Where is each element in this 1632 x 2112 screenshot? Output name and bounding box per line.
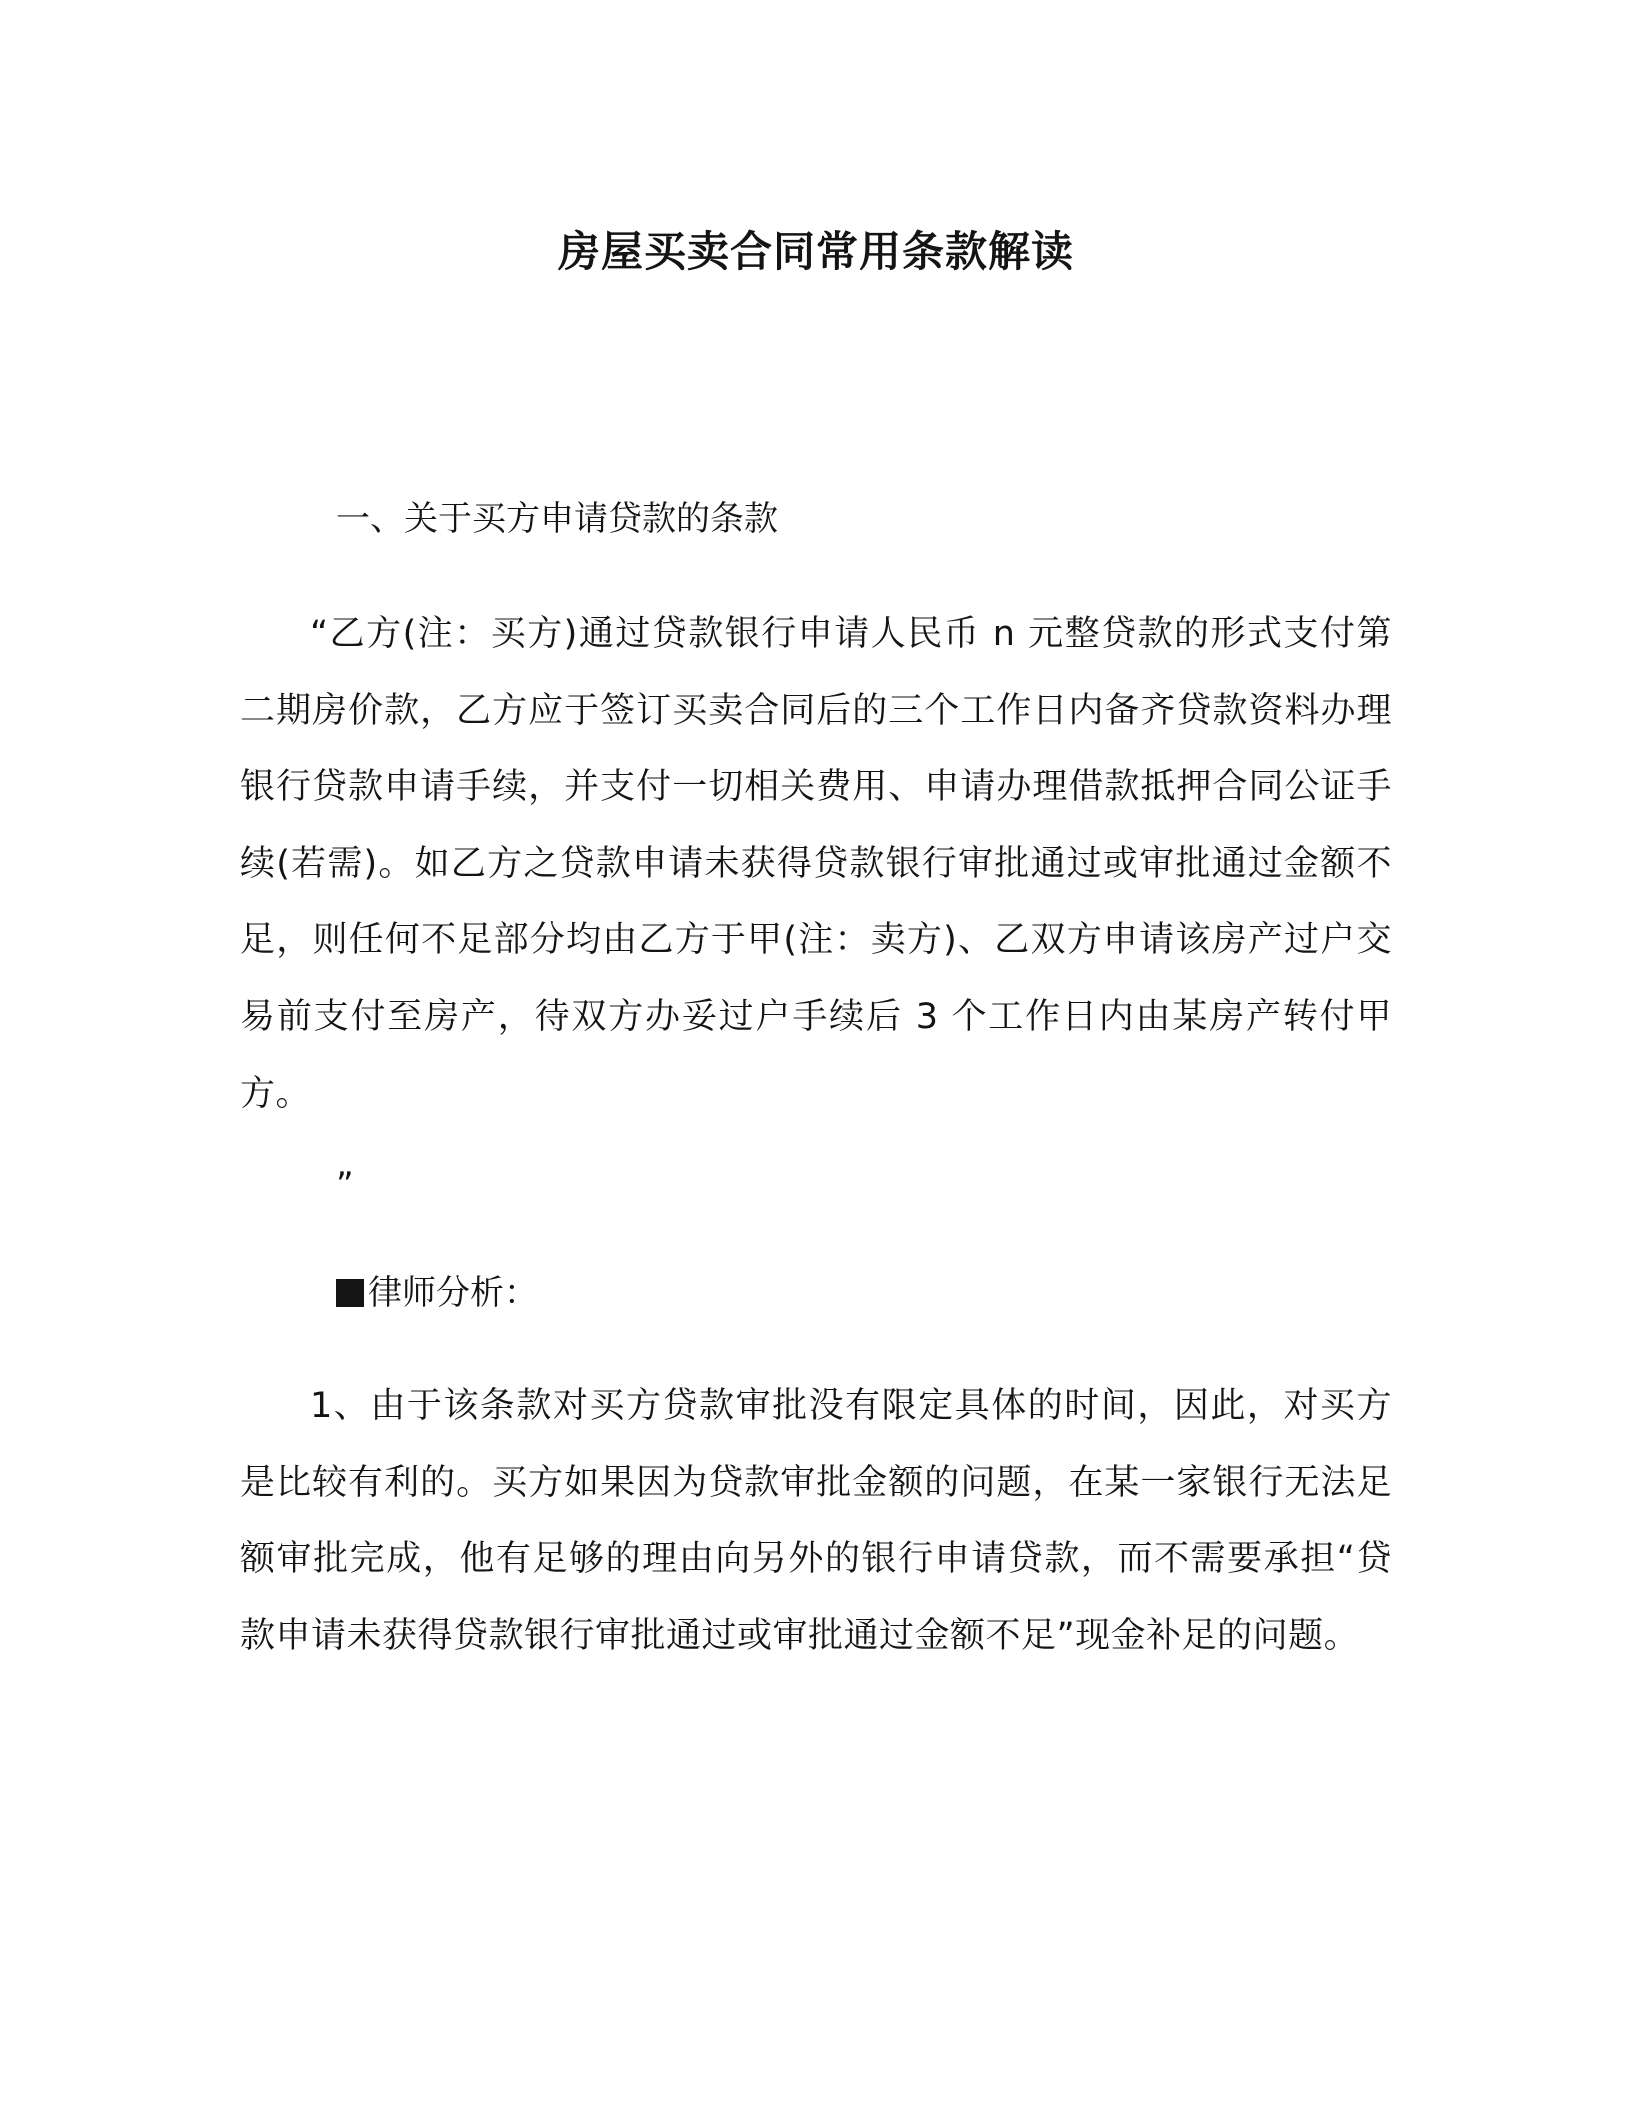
analysis-heading [336, 1268, 538, 1318]
analysis-heading-label: 律师分析： [368, 1273, 538, 1313]
closing-quote-mark: ” [336, 1165, 354, 1205]
quoted-clause-paragraph: “乙方(注：买方)通过贷款银行申请人民币 n 元整贷款的形式支付第二期房价款，乙方应于签订买卖合同后的三个工作日内备齐贷款资料办理银行贷款申请手续，并支付一切相关费用、申请办理借款抵押合同公证手续(若需)。如乙方之贷款申请未获得贷款银行审批通过或审批通过金额不足，则任何不足部分均由乙方于甲(注：卖方)、乙双方申请该房产过户交易前支付至房产，待双方办妥过户手续后 3 个工作日内由某房产转付甲方。 [240, 614, 1392, 1114]
black-square-bullet-icon [336, 1279, 364, 1307]
document-title: 房屋买卖合同常用条款解读 [557, 227, 1074, 276]
analysis-point-paragraph: 1、由于该条款对买方贷款审批没有限定具体的时间，因此，对买方是比较有利的。买方如果因为贷款审批金额的问题，在某一家银行无法足额审批完成，他有足够的理由向另外的银行申请贷款，而不需要承担“贷款申请未获得贷款银行审批通过或审批通过金额不足”现金补足的问题。 [240, 1386, 1392, 1656]
section-heading: 一、关于买方申请贷款的条款 [336, 499, 778, 539]
